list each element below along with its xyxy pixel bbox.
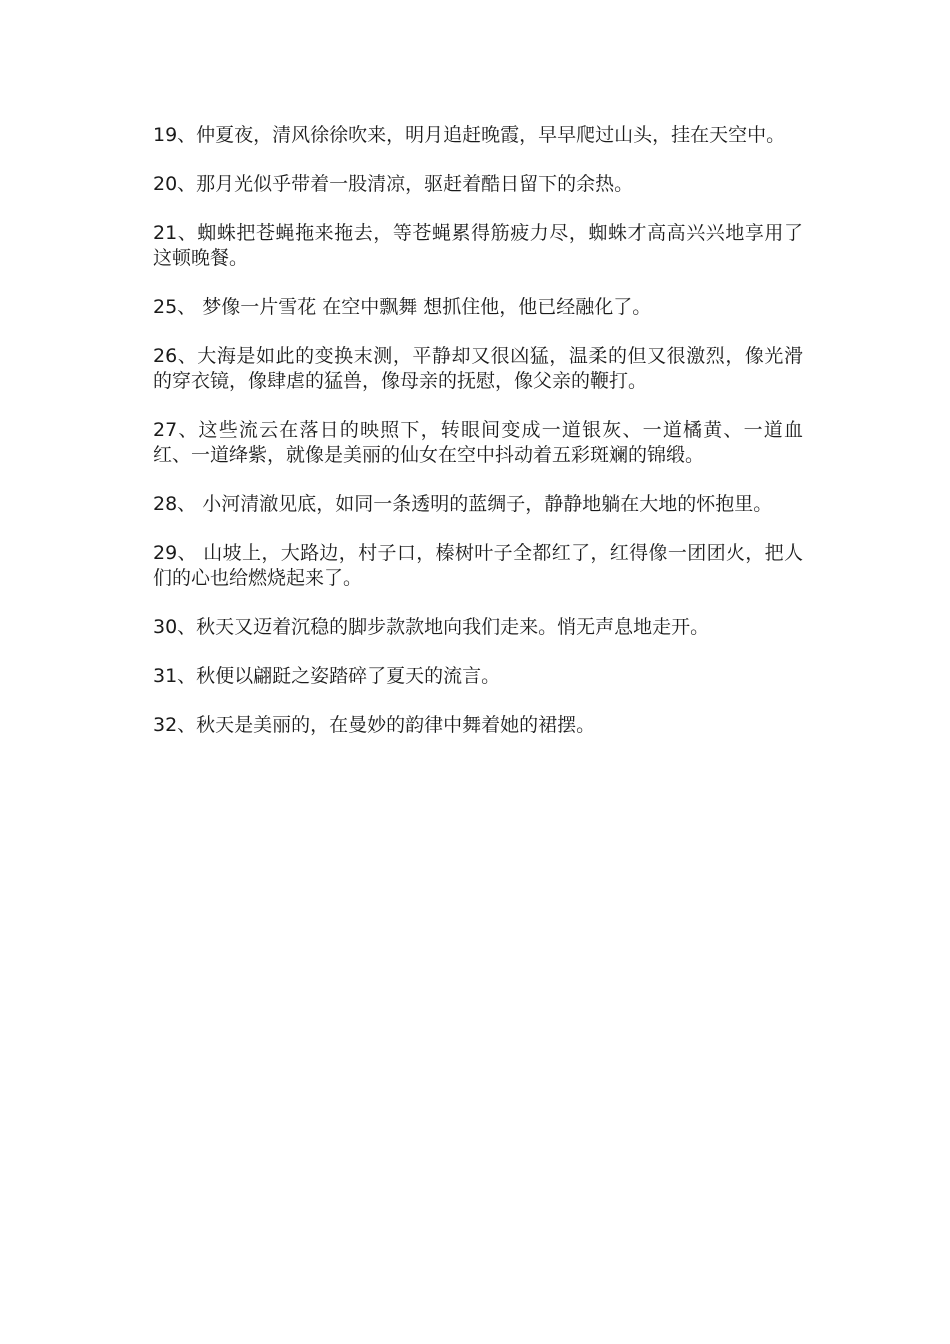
- document-body: [153, 123, 803, 762]
- paragraph-32: 32、秋天是美丽的，在曼妙的韵律中舞着她的裙摆。: [153, 714, 596, 736]
- paragraph-19: 19、仲夏夜，清风徐徐吹来，明月追赶晚霞，早早爬过山头，挂在天空中。: [153, 124, 786, 146]
- paragraph-25: 25、 梦像一片雪花 在空中飘舞 想抓住他，他已经融化了。: [153, 296, 652, 318]
- paragraph-20: 20、那月光似乎带着一股清凉，驱赶着酷日留下的余热。: [153, 173, 634, 195]
- paragraph-27: 27、这些流云在落日的映照下，转眼间变成一道银灰、一道橘黄、一道血红、一道绛紫，就像是美丽的仙女在空中抖动着五彩斑斓的锦缎。: [153, 419, 803, 466]
- paragraph-21: 21、蜘蛛把苍蝇拖来拖去，等苍蝇累得筋疲力尽，蜘蛛才高高兴兴地享用了这顿晚餐。: [153, 222, 803, 269]
- paragraph-31: 31、秋便以翩跹之姿踏碎了夏天的流言。: [153, 665, 501, 687]
- paragraph-28: 28、 小河清澈见底，如同一条透明的蓝绸子，静静地躺在大地的怀抱里。: [153, 493, 773, 515]
- paragraph-29: 29、 山坡上，大路边，村子口，榛树叶子全都红了，红得像一团团火，把人们的心也给燃烧起来了。: [153, 542, 803, 589]
- paragraph-30: 30、秋天又迈着沉稳的脚步款款地向我们走来。悄无声息地走开。: [153, 616, 710, 638]
- paragraph-26: 26、大海是如此的变换末测，平静却又很凶猛，温柔的但又很激烈，像光滑的穿衣镜，像肆虐的猛兽，像母亲的抚慰，像父亲的鞭打。: [153, 345, 803, 392]
